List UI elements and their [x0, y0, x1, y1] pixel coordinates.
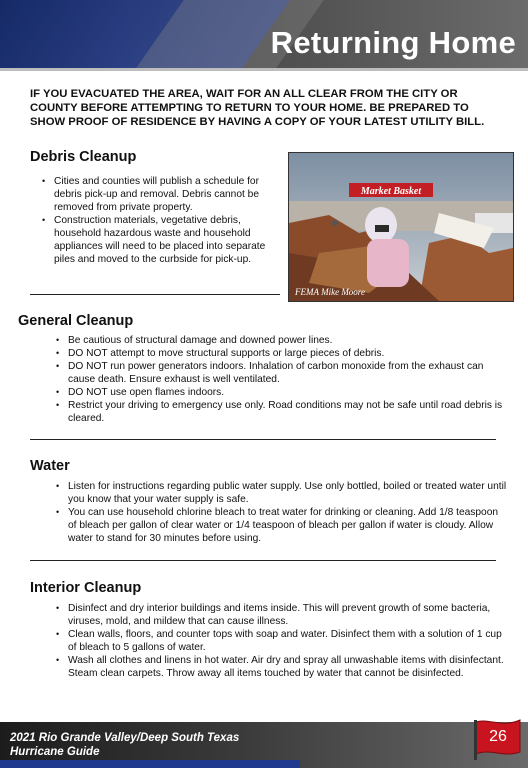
- worker-debris-photo: [289, 153, 513, 301]
- interior-cleanup-heading: Interior Cleanup: [30, 580, 142, 596]
- photo-credit: FEMA Mike Moore: [295, 287, 365, 297]
- water-heading: Water: [30, 458, 70, 474]
- general-cleanup-heading: General Cleanup: [18, 313, 134, 329]
- list-item: • Clean walls, floors, and counter tops with soap and water. Disinfect them with a solution of 1 cup of bleach to 5 gallons of water.: [68, 628, 512, 654]
- store-sign-text: Market Basket: [360, 186, 422, 197]
- list-item: • DO NOT attempt to move structural supports or large pieces of debris.: [68, 347, 512, 360]
- list-item: • Cities and counties will publish a schedule for debris pick-up and removal. Debris cannot be removed from private property.: [54, 175, 286, 214]
- footer-guide-title: [10, 731, 239, 759]
- page-footer: [0, 722, 528, 768]
- list-item: • Restrict your driving to emergency use only. Road conditions may not be safe until road debris is cleared.: [68, 399, 512, 425]
- footer-blue-stripe: [0, 760, 300, 768]
- page-number: 26: [489, 728, 507, 745]
- footer-line-2: Hurricane Guide: [10, 746, 100, 758]
- interior-cleanup-list: [54, 602, 512, 680]
- debris-cleanup-list: [40, 175, 286, 266]
- cleanup-photo: [288, 152, 514, 302]
- page-number-flag: [472, 716, 524, 760]
- page-header: [0, 0, 528, 68]
- list-item: • Be cautious of structural damage and downed power lines.: [68, 334, 512, 347]
- intro-text: IF YOU EVACUATED THE AREA, WAIT FOR AN ALL CLEAR FROM THE CITY OR COUNTY BEFORE ATTEMPTING TO RETURN TO YOUR HOME. BE PREPARED TO SHOW PROOF OF RESIDENCE BY HAVING A COPY OF YOUR LATEST UTILITY BILL.: [30, 88, 485, 128]
- section-divider: [30, 560, 496, 561]
- list-item: • DO NOT run power generators indoors. Inhalation of carbon monoxide from the exhaust can cause death. Ensure exhaust is well ventilated.: [68, 360, 512, 386]
- page-title: Returning Home: [270, 25, 516, 60]
- section-divider: [30, 294, 280, 295]
- general-cleanup-list: [54, 334, 512, 425]
- list-item: • Construction materials, vegetative debris, household hazardous waste and household appliances will need to be placed into separate piles and moved to the curbside for pick-up.: [54, 214, 286, 266]
- list-item: • You can use household chlorine bleach to treat water for drinking or cleaning. Add 1/8 teaspoon of bleach per gallon of clear water or 1/4 teaspoon of bleach per gallon if water is cloudy. Allow water to stand for 30 minutes before using.: [68, 506, 508, 545]
- debris-cleanup-heading: Debris Cleanup: [30, 149, 137, 165]
- header-divider: [0, 68, 528, 71]
- water-list: [54, 480, 508, 545]
- list-item: • Disinfect and dry interior buildings and items inside. This will prevent growth of some bacteria, viruses, mold, and mildew that can cause illness.: [68, 602, 512, 628]
- footer-line-1: 2021 Rio Grande Valley/Deep South Texas: [10, 732, 240, 744]
- list-item: • DO NOT use open flames indoors.: [68, 386, 512, 399]
- section-divider: [30, 439, 496, 440]
- list-item: • Wash all clothes and linens in hot water. Air dry and spray all unwashable items with disinfectant. Steam clean carpets. Throw away all items touched by water that cannot be disinfected.: [68, 654, 512, 680]
- list-item: • Listen for instructions regarding public water supply. Use only bottled, boiled or treated water until you know that your water supply is safe.: [68, 480, 508, 506]
